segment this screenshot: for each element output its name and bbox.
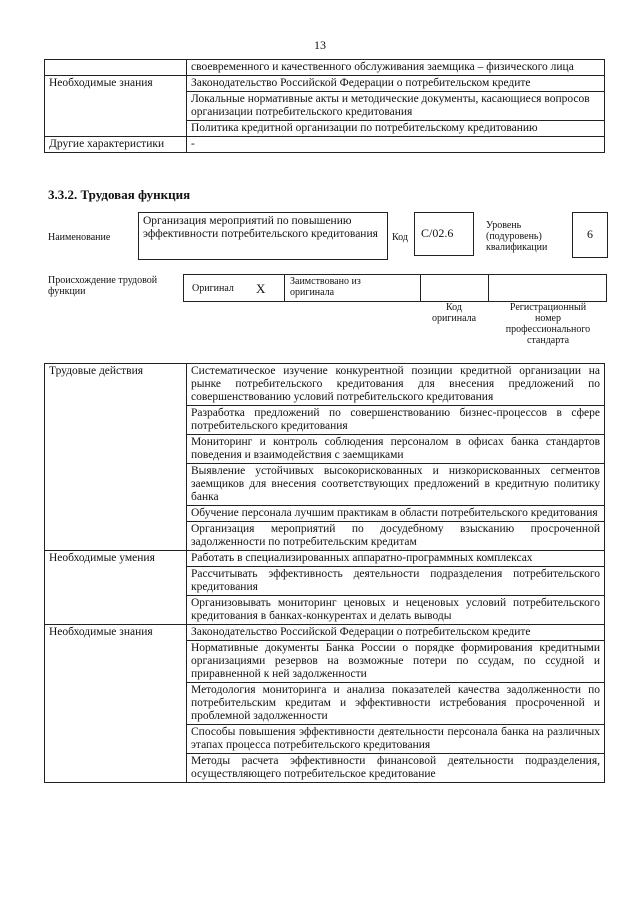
page-number: 13 bbox=[314, 38, 326, 52]
row-item: своевременного и качественного обслуживания заемщика – физического лица bbox=[187, 60, 605, 76]
section-item: Методология мониторинга и анализа показателей качества задолженности по потребительским кредитам и эффективности истребования просроченной и проблемной задолженности bbox=[187, 683, 605, 725]
row-label: Необходимые знания bbox=[45, 76, 187, 137]
name-label: Наименование bbox=[48, 232, 111, 243]
code-value: C/02.6 bbox=[414, 212, 474, 256]
original-mark: X bbox=[256, 281, 266, 296]
row-item: Законодательство Российской Федерации о потребительском кредите bbox=[187, 76, 605, 92]
section-title: 3.3.2. Трудовая функция bbox=[48, 187, 191, 202]
level-value: 6 bbox=[587, 227, 593, 241]
section-item: Методы расчета эффективности финансовой деятельности подразделения, осуществляющего потребительское кредитование bbox=[187, 754, 605, 783]
section-label: Необходимые знания bbox=[45, 625, 187, 783]
origin-row bbox=[183, 274, 607, 302]
code-label: Код bbox=[392, 232, 408, 243]
original-label: Оригинал bbox=[192, 283, 234, 294]
top-table bbox=[44, 59, 605, 153]
section-item: Рассчитывать эффективность деятельности подразделения потребительского кредитования bbox=[187, 567, 605, 596]
table-row bbox=[45, 551, 605, 567]
section-item: Нормативные документы Банка России о порядке формирования кредитными организациями резервов на возможные потери по ссудам, по ссудной и приравненной к ней задолженности bbox=[187, 641, 605, 683]
divider bbox=[488, 274, 489, 301]
row-item: Политика кредитной организации по потребительскому кредитованию bbox=[187, 121, 605, 137]
section-item: Мониторинг и контроль соблюдения персоналом в офисах банка стандартов поведения и взаимодействия с заемщиками bbox=[187, 435, 605, 464]
name-value: Организация мероприятий по повышению эффективности потребительского кредитования bbox=[138, 212, 388, 260]
row-item: Локальные нормативные акты и методические документы, касающиеся вопросов организации потребительского кредитования bbox=[187, 92, 605, 121]
borrowed-label: Заимствовано из оригинала bbox=[290, 276, 361, 298]
section-label: Необходимые умения bbox=[45, 551, 187, 625]
table-row bbox=[45, 625, 605, 641]
code-caption: Код оригинала bbox=[431, 302, 477, 324]
table-row bbox=[45, 76, 605, 92]
table-row bbox=[45, 364, 605, 406]
section-label: Трудовые действия bbox=[45, 364, 187, 551]
section-item: Выявление устойчивых высокорискованных и низкорискованных сегментов заемщиков для внесения соответствующих предложений в кредитную политику банка bbox=[187, 464, 605, 506]
section-item: Законодательство Российской Федерации о потребительском кредите bbox=[187, 625, 605, 641]
table-row bbox=[45, 137, 605, 153]
section-item: Способы повышения эффективности деятельности персонала банка на различных этапах процесса потребительского кредитования bbox=[187, 725, 605, 754]
section-item: Обучение персонала лучшим практикам в области потребительского кредитования bbox=[187, 506, 605, 522]
section-item: Организация мероприятий по досудебному взысканию просроченной задолженности по потребительским кредитам bbox=[187, 522, 605, 551]
reg-caption: Регистрационный номер профессионального стандарта bbox=[505, 302, 591, 346]
section-item: Разработка предложений по совершенствованию бизнес-процессов в сфере потребительского кредитования bbox=[187, 406, 605, 435]
table-row bbox=[45, 60, 605, 76]
row-label: Другие характеристики bbox=[45, 137, 187, 153]
section-item: Работать в специализированных аппаратно-программных комплексах bbox=[187, 551, 605, 567]
level-label: Уровень (подуровень) квалификации bbox=[486, 220, 548, 253]
origin-label: Происхождение трудовой функции bbox=[48, 275, 158, 297]
section-item: Организовывать мониторинг ценовых и неценовых условий потребительского кредитования в банках-конкурентах и делать выводы bbox=[187, 596, 605, 625]
row-label bbox=[45, 60, 187, 76]
row-item: - bbox=[187, 137, 605, 153]
main-table bbox=[44, 363, 605, 783]
section-item: Систематическое изучение конкурентной позиции кредитной организации на рынке потребительского кредитования для внесения предложений по совершенствованию условий потребительского кредитования bbox=[187, 364, 605, 406]
divider bbox=[284, 274, 285, 301]
divider bbox=[420, 274, 421, 301]
level-value-box bbox=[572, 212, 608, 258]
